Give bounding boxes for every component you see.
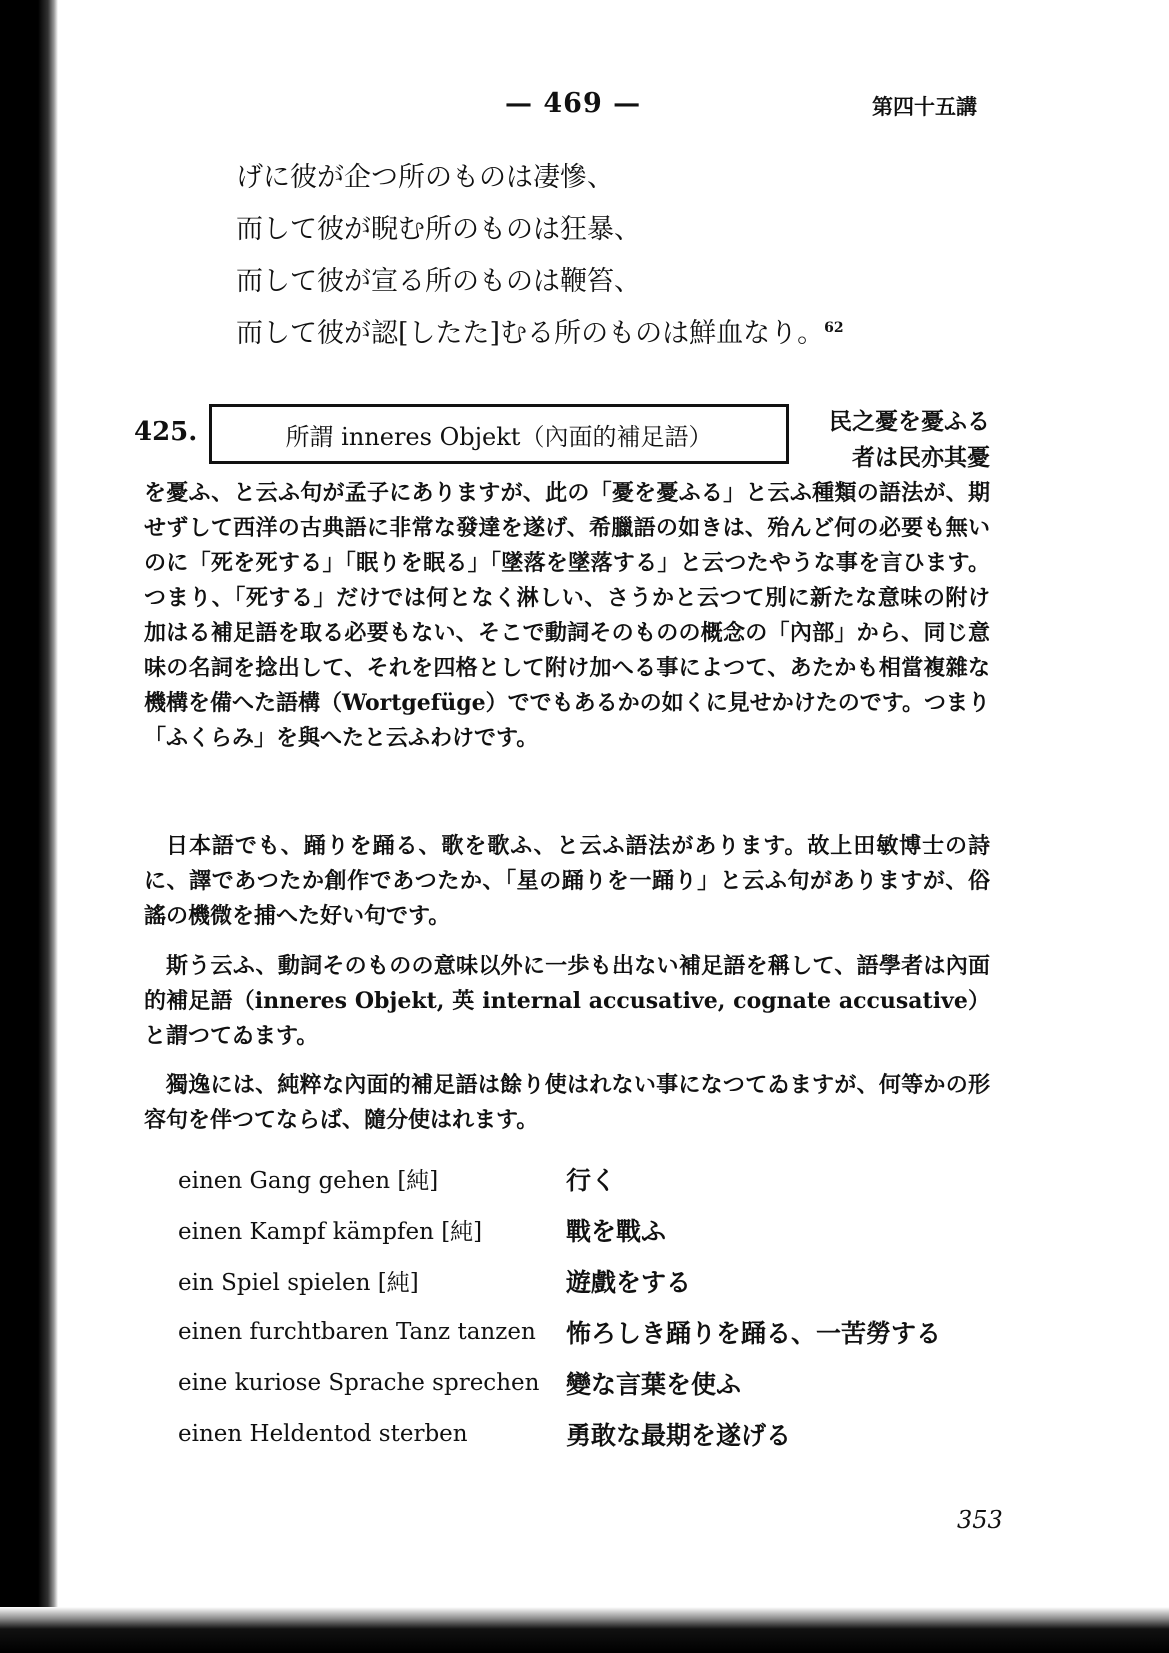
- poem-line-text: 而して彼が認[したた]むる所のものは鮮血なり。: [236, 318, 825, 349]
- example-japanese: 行く: [566, 1165, 617, 1195]
- example-japanese: 遊戲をする: [566, 1267, 692, 1297]
- example-german: einen Gang gehen [純]: [178, 1168, 439, 1194]
- footer-page-number: 353: [957, 1506, 1003, 1534]
- example-german: ein Spiel spielen [純]: [178, 1270, 419, 1296]
- example-japanese: 怖ろしき踊りを踊る、一苦勞する: [566, 1318, 942, 1348]
- header-page-number: — 469 —: [505, 88, 642, 119]
- poem-block: [236, 155, 844, 363]
- paragraph-body-3: 斯う云ふ、動詞そのものの意味以外に一歩も出ない補足語を稱して、語學者は內面的補足語（inneres Objekt, 英 internal accusative, cognate accusative）と謂つてゐます。: [144, 953, 990, 1049]
- section-title: 所謂 inneres Objekt（內面的補足語）: [285, 422, 713, 451]
- poem-line: げに彼が企つ所のものは凄慘、: [236, 162, 614, 193]
- paragraph-body-4: 獨逸には、純粹な內面的補足語は餘り使はれない事になつてゐますが、何等かの形容句を伴つてならば、隨分使はれます。: [144, 1072, 990, 1133]
- example-japanese: 戰を戰ふ: [566, 1216, 667, 1246]
- poem-line: 而して彼が宣る所のものは鞭笞、: [236, 266, 641, 297]
- example-german: einen furchtbaren Tanz tanzen: [178, 1318, 536, 1345]
- scan-edge-shadow-left: [0, 0, 58, 1653]
- header-section-title: 第四十五講: [872, 94, 977, 119]
- example-japanese: 勇敢な最期を遂げる: [566, 1420, 792, 1450]
- example-row: [178, 1408, 941, 1459]
- section-number: 425.: [134, 417, 198, 447]
- poem-line-last: [236, 311, 844, 363]
- scan-edge-shadow-bottom: [0, 1607, 1169, 1653]
- example-list: [178, 1153, 941, 1459]
- example-row: [178, 1357, 941, 1408]
- footnote-mark: 62: [824, 320, 844, 336]
- example-row: [178, 1306, 941, 1357]
- example-german: einen Heldentod sterben: [178, 1420, 468, 1447]
- example-japanese: 變な言葉を使ふ: [566, 1369, 742, 1399]
- paragraph-body-1: を憂ふ、と云ふ句が孟子にありますが、此の「憂を憂ふる」と云ふ種類の語法が、期せずして西洋の古典語に非常な發達を遂げ、希臘語の如きは、殆んど何の必要も無いのに「死を死する」「眠りを眠る」「墜落を墜落する」と云つたやうな事を言ひます。つまり、「死する」だけでは何となく淋しい、さうかと云つて別に新たな意味の附け加はる補足語を取る必要もない、そこで動詞そのものの概念の「內部」から、同じ意味の名詞を捻出して、それを四格として附け加へる事によつて、あたかも相當複雜な機構を備へた語構（Wortgefüge）ででもあるかの如くに見せかけたのです。つまり「ふくらみ」を與へたと云ふわけです。: [144, 480, 990, 751]
- example-row: [178, 1255, 941, 1306]
- example-german: einen Kampf kämpfen [純]: [178, 1219, 483, 1245]
- example-row: [178, 1204, 941, 1255]
- section-side-note: 民之憂を憂ふる者は民亦其憂: [829, 408, 990, 471]
- paragraph-body-2: 日本語でも、踊りを踊る、歌を歌ふ、と云ふ語法があります。故上田敏博士の詩に、譯であつたか創作であつたか、「星の踊りを一踊り」と云ふ句がありますが、俗謠の機微を捕へた好い句です。: [144, 833, 990, 929]
- example-german: eine kuriose Sprache sprechen: [178, 1369, 540, 1396]
- example-row: [178, 1153, 941, 1204]
- poem-line: 而して彼が睨む所のものは狂暴、: [236, 214, 641, 245]
- section-title-box: [209, 404, 789, 464]
